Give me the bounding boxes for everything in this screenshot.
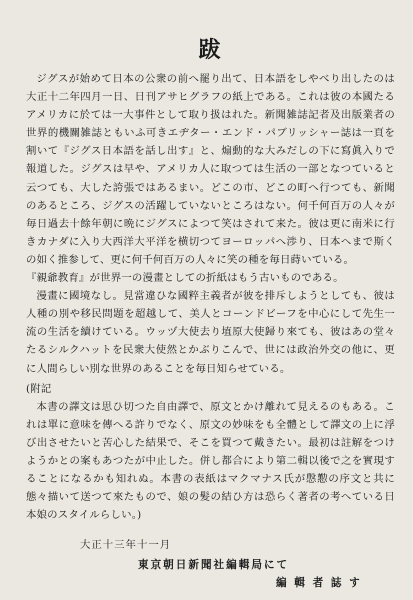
note-paragraph: 本書の譯文は思ひ切つた自由譯で、原文とかけ離れて見えるのもある。これは單に意味を傳へる許りでなく、原文の妙味をも全體として譯文の上に浮び出させたいと苦心した結果で、そこを買つて戴きたい。最初は註解をつけようかとの案もあつたが中止した。併し都合により第二輯以後で之を實現することになるかも知れぬ。本書の表紙はマクマナス氏が慇懃の序文と共に態々描いて送つて來たもので、娘の髪の結ひ方は恐らく著者の考へている日本娘のスタイルらしい。) [26, 400, 395, 522]
page-title: 跋 [198, 37, 223, 63]
editor-signature: 編 輯 者 誌 す [276, 577, 362, 590]
office-line: 東京朝日新聞社編輯局にて [138, 559, 290, 572]
date-line: 大正十三年十一月 [80, 539, 172, 552]
paragraph-2: 『親爺教育』が世界一の漫畫としての折紙はもう古いものである。 [26, 272, 344, 285]
paragraph-3: 漫畫に國境なし。見當違ひな國粹主義者が彼を排斥しようとしても、彼は人種の別や移民問題を超越して、美人とコーンドビーフを中心にして先生一流の生活を續けている。ウッヅ大使去り埴原大使歸り來ても、彼はあの堂々たるシルクハットを民衆大使然とかぶりこんで、世には政治外交の他に、更に人間らしい別な世界のあることを毎日知らせている。 [26, 290, 395, 375]
afterword-body [26, 70, 395, 524]
note-label: (附記 [26, 382, 52, 395]
paragraph-1: ジグスが始めて日本の公衆の前へ罷り出て、日本語をしやべり出したのは大正十二年四月一日、日刊アサヒグラフの紙上である。これは彼の本國たるアメリカに於ては一大事件として取り扱はれた。新聞雑誌記者及出版業者の世界的機關雑誌ともいふ可きエヂター・エンド・パブリッシャー誌は一頁を割いて『ジグス日本語を話し出す』と、煽動的な大みだしの下に寫眞入りで報道した。ジグスは早や、アメリカ人に取つては生活の一部となつていると云つても、大した誇張ではあるまい。どこの市、どこの町へ行つても、新聞のあるところ、ジグスの活躍していないところはない。何千何百万の人々が毎日過去十餘年朝に晩にジグスによつて笑はされて来た。彼は更に南米に行きカナダに入り大西洋大平洋を横切つてヨーロッパへ渉り、日本へまで斯くの如く推参して、更に何千何百万の人々に笑の種を毎日蒔いている。 [26, 73, 395, 266]
